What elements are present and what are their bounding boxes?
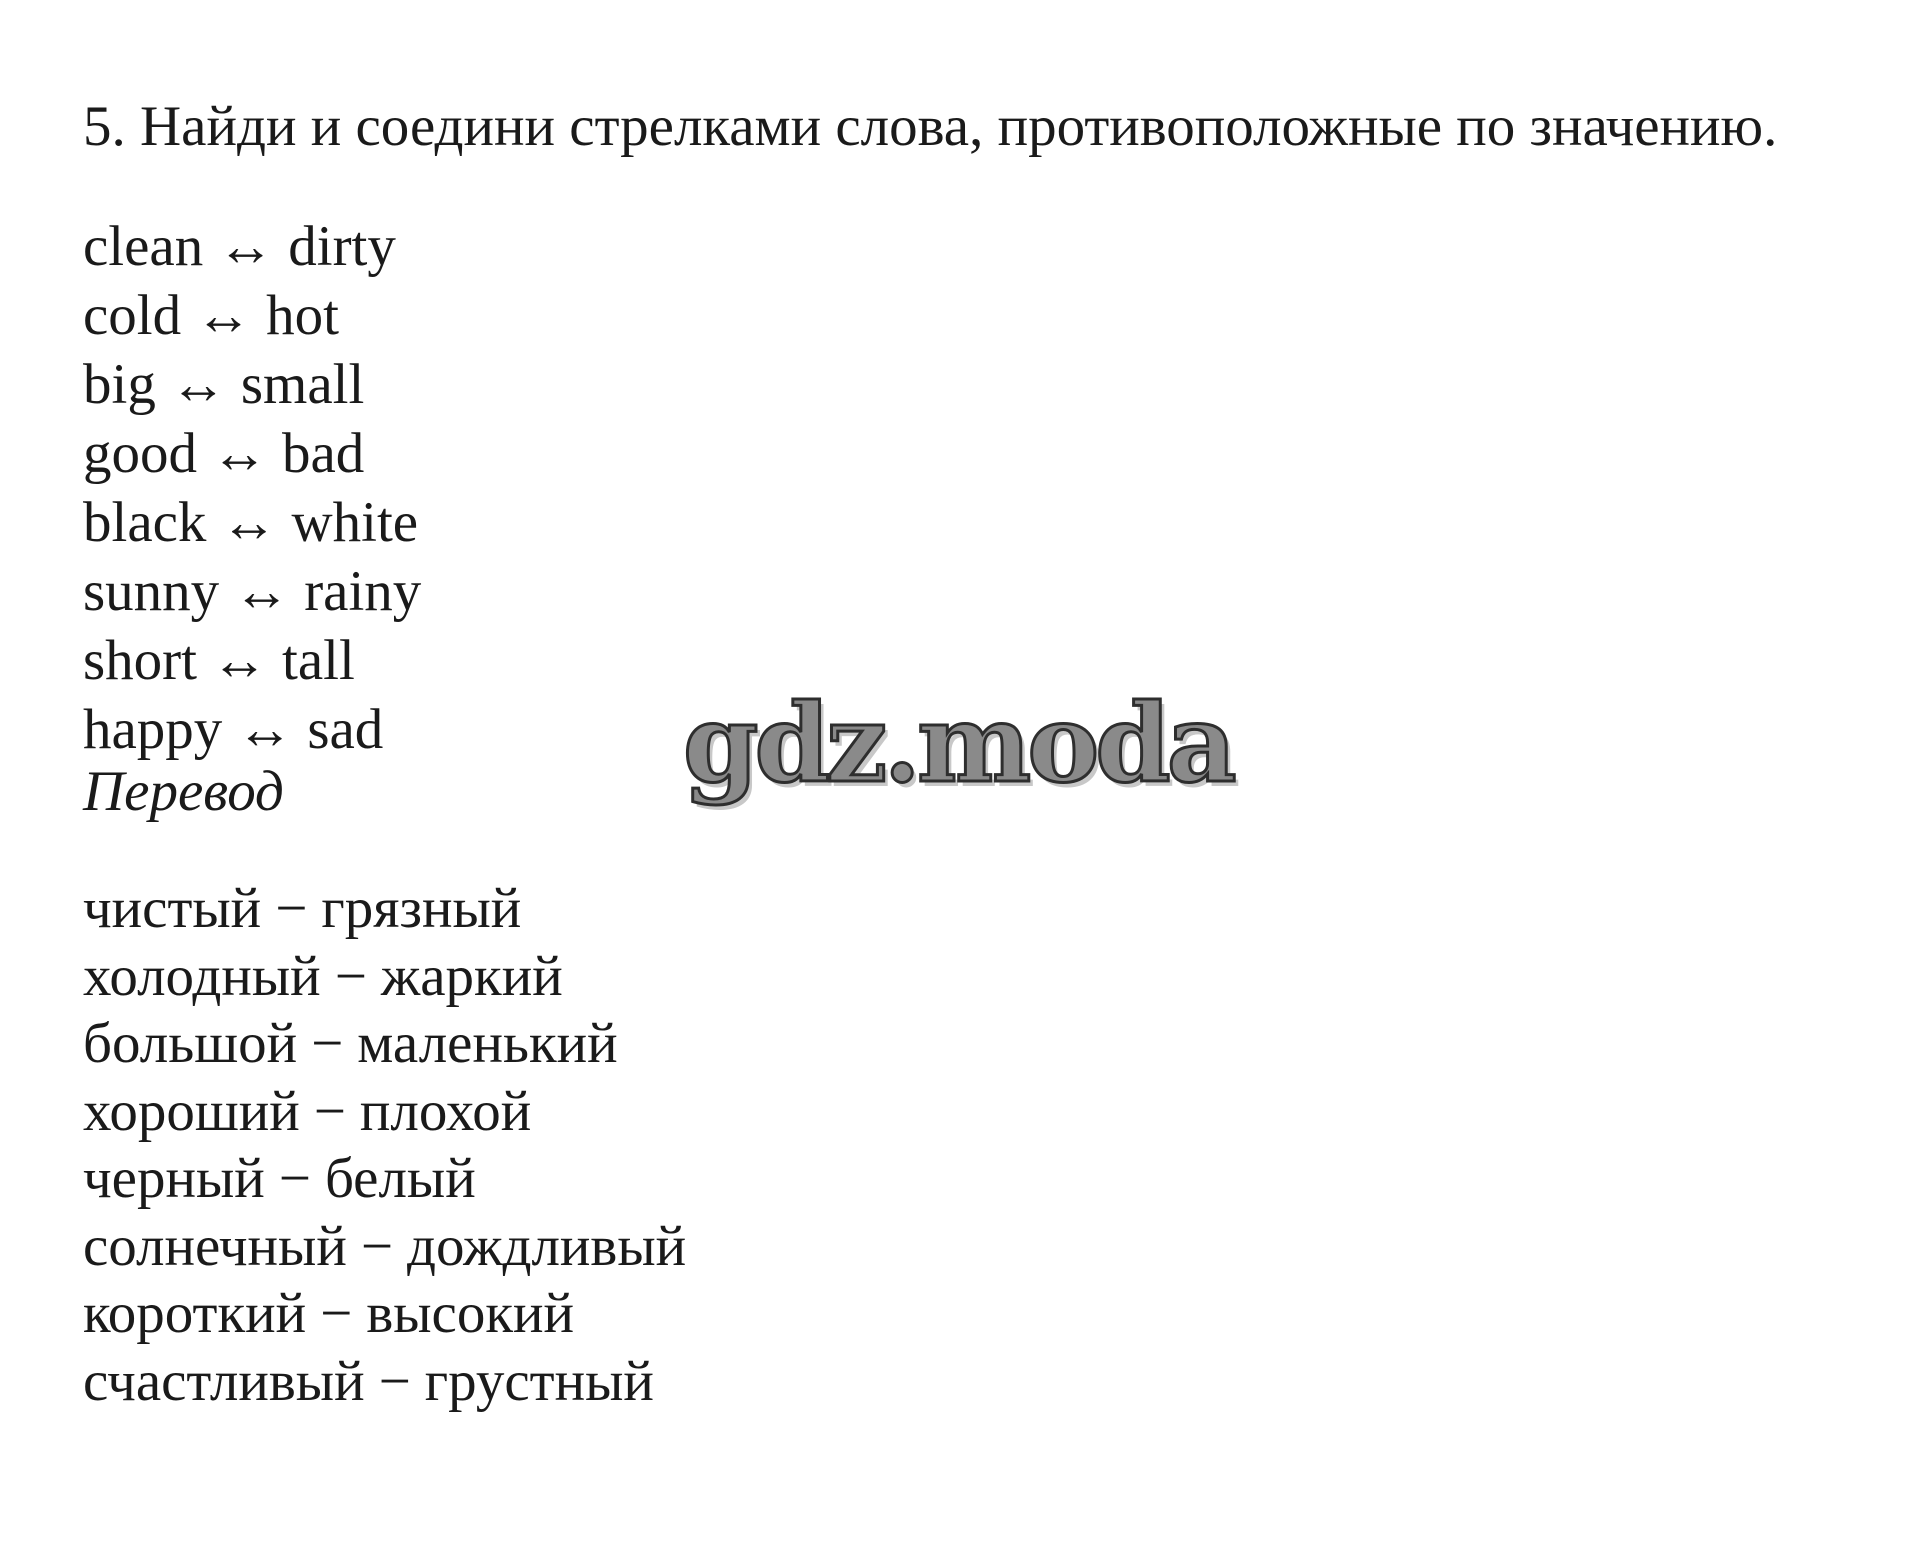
dash-separator: − [278, 1147, 311, 1210]
translation-heading: Перевод [83, 760, 284, 823]
translation-row [83, 1280, 686, 1348]
dash-separator: − [313, 1079, 346, 1143]
double-arrow-icon: ↔ [217, 215, 275, 278]
translation-left-word: большой [83, 1012, 298, 1075]
translation-left-word: солнечный [83, 1214, 347, 1278]
antonym-pairs-list [83, 212, 421, 764]
pair-left-word: happy [83, 698, 223, 761]
translation-right-word: плохой [359, 1079, 532, 1143]
pair-right-word: bad [282, 422, 365, 485]
dash-separator: − [311, 1012, 344, 1075]
pair-left-word: cold [83, 284, 182, 347]
double-arrow-icon: ↔ [195, 284, 253, 347]
pair-left-word: short [83, 629, 197, 692]
translation-right-word: маленький [357, 1012, 618, 1075]
translation-right-word: дождливый [407, 1214, 687, 1278]
translation-row [83, 943, 686, 1011]
translation-left-word: хороший [83, 1079, 300, 1143]
translation-left-word: холодный [83, 944, 321, 1008]
translation-left-word: черный [83, 1147, 265, 1210]
pair-right-word: rainy [304, 560, 422, 623]
pair-right-word: dirty [288, 215, 396, 278]
antonym-pair [83, 212, 421, 281]
translation-row [83, 1145, 686, 1213]
translation-row [83, 1010, 686, 1078]
pair-right-word: tall [282, 629, 355, 692]
dash-separator: − [334, 944, 367, 1008]
pair-left-word: clean [83, 215, 204, 278]
antonym-pair [83, 695, 421, 764]
translation-right-word: грязный [321, 877, 522, 940]
task-title: 5. Найди и соедини стрелками слова, противоположные по значению. [83, 95, 1778, 158]
pair-left-word: black [83, 491, 207, 554]
translation-row [83, 1213, 686, 1281]
pair-right-word: small [240, 353, 365, 416]
double-arrow-icon: ↔ [236, 698, 294, 761]
dash-separator: − [378, 1349, 411, 1413]
antonym-pair [83, 419, 421, 488]
pair-left-word: good [83, 422, 197, 485]
translation-left-word: короткий [83, 1282, 307, 1345]
dash-separator: − [320, 1282, 353, 1345]
antonym-pair [83, 488, 421, 557]
pair-left-word: big [83, 353, 156, 416]
double-arrow-icon: ↔ [169, 353, 227, 416]
pair-right-word: hot [266, 284, 339, 347]
dash-separator: − [360, 1214, 394, 1278]
watermark-logo: gdz.moda [683, 681, 1233, 807]
antonym-pair [83, 626, 421, 695]
translation-row [83, 875, 686, 943]
antonym-pair [83, 350, 421, 419]
antonym-pair [83, 281, 421, 350]
translation-right-word: белый [324, 1147, 476, 1210]
pair-right-word: white [291, 491, 419, 554]
double-arrow-icon: ↔ [220, 491, 278, 554]
double-arrow-icon: ↔ [211, 422, 268, 485]
double-arrow-icon: ↔ [233, 560, 291, 623]
dash-separator: − [275, 877, 308, 940]
translation-right-word: жаркий [380, 944, 563, 1008]
pair-left-word: sunny [83, 560, 220, 623]
translation-row [83, 1348, 686, 1416]
translation-right-word: грустный [424, 1349, 654, 1413]
translation-list [83, 875, 686, 1415]
translation-row [83, 1078, 686, 1146]
translation-right-word: высокий [366, 1282, 575, 1345]
double-arrow-icon: ↔ [211, 629, 268, 692]
translation-left-word: чистый [83, 877, 262, 940]
antonym-pair [83, 557, 421, 626]
translation-left-word: счастливый [83, 1349, 365, 1413]
pair-right-word: sad [307, 698, 384, 761]
